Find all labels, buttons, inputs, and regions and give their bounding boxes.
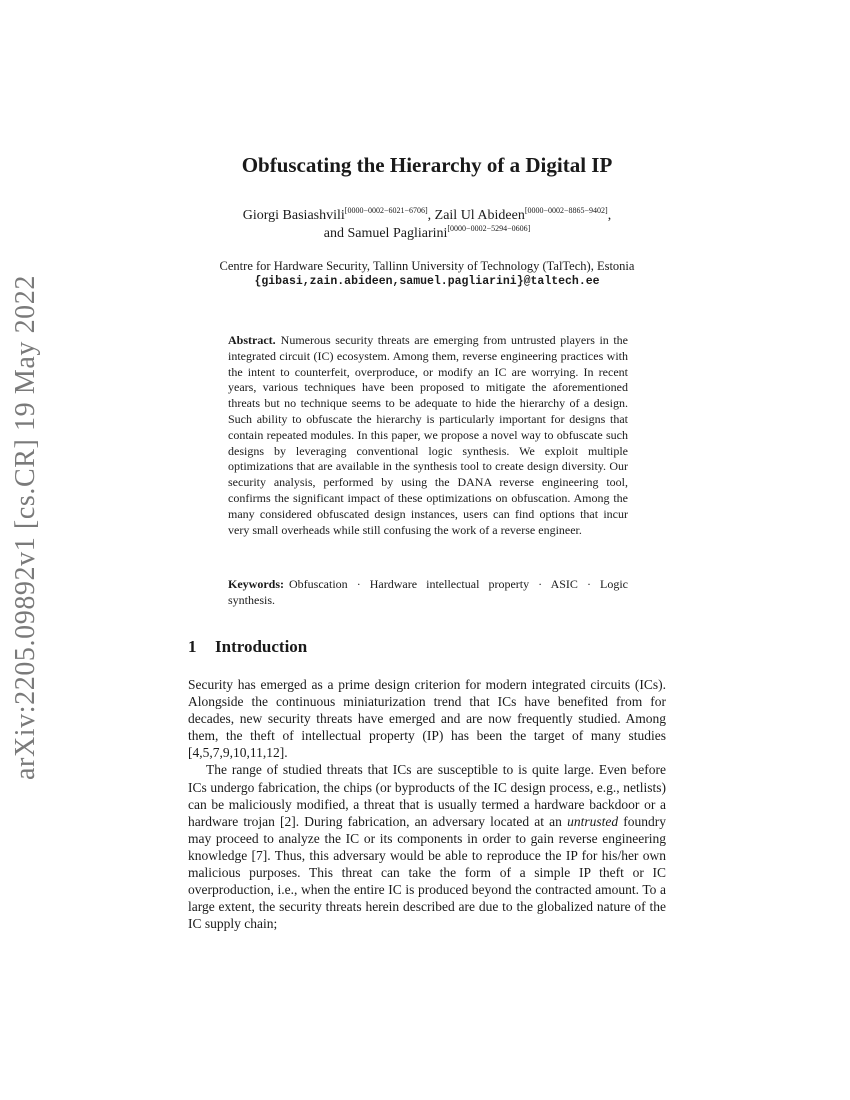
abstract-text: Numerous security threats are emerging from untrusted players in the integrated circuit (IC) ecosystem. Among them, reverse engineering practices with the intent to counterfeit, overproduce, or modify an IC are worrying. In recent years, various techniques have been proposed to mitigate the aforementioned threats but no technique seems to be adequate to hide the hierarchy of a design. Such ability to obfuscate the hierarchy is particularly important for designs that contain repeated modules. In this paper, we propose a novel way to obfuscate such designs by leveraging conventional logic synthesis. We exploit multiple optimizations that are available in the synthesis tool to create design diversity. Our security analysis, performed by using the DANA reverse engineering tool, confirms the significant impact of these optimizations on obfuscation. Among the many considered obfuscated design instances, users can find options that incur very small overheads while still confusing the work of a reverse engineer. bbox=[228, 333, 628, 537]
section-number: 1 bbox=[188, 637, 197, 656]
author-name: Giorgi Basiashvili bbox=[242, 208, 345, 223]
keywords bbox=[228, 577, 628, 609]
paper-title: Obfuscating the Hierarchy of a Digital IP bbox=[241, 153, 613, 177]
author-list: Giorgi Basiashvili[0000−0002−6021−6706], Zail Ul Abideen[0000−0002−8865−9402], and Samuel Pagliarini[0000−0002−5294−0606] bbox=[242, 206, 612, 241]
author-emails: {gibasi,zain.abideen,samuel.pagliarini}@taltech.ee bbox=[254, 275, 600, 288]
institution-name: Centre for Hardware Security, Tallinn University of Technology (TalTech), Estonia bbox=[219, 259, 635, 273]
emphasized-term: untrusted bbox=[567, 813, 619, 829]
abstract bbox=[228, 333, 628, 538]
abstract-label: Abstract. bbox=[228, 333, 276, 347]
section-body bbox=[188, 676, 666, 932]
keywords-label: Keywords: bbox=[228, 577, 284, 591]
keywords-text: Obfuscation · Hardware intellectual property · ASIC · Logic synthesis. bbox=[228, 577, 628, 607]
affiliation-block bbox=[188, 258, 666, 290]
orcid-id: [0000−0002−8865−9402] bbox=[524, 206, 608, 215]
body-paragraph: Security has emerged as a prime design criterion for modern integrated circuits (ICs). Alongside the continuous miniaturization trend that ICs have benefited from for decades, new security threats have emerged and are now frequently studied. Among them, the theft of intellectual property (IP) has been the target of many studies [4,5,7,9,10,11,12]. bbox=[188, 677, 666, 761]
orcid-id: [0000−0002−5294−0606] bbox=[447, 224, 531, 233]
arxiv-identifier-stamp: arXiv:2205.09892v1 [cs.CR] 19 May 2022 bbox=[10, 275, 41, 780]
orcid-id: [0000−0002−6021−6706] bbox=[344, 206, 428, 215]
author-name: Samuel Pagliarini bbox=[347, 226, 448, 241]
section-heading bbox=[188, 637, 307, 657]
body-paragraph: The range of studied threats that ICs are susceptible to is quite large. Even before ICs undergo fabrication, the chips (or byproducts of the IC design process, e.g., netlists) can be maliciously modified, a threat that is usually termed a hardware backdoor or a hardware trojan [2]. During fabrication, an adversary located at an untrusted foundry may proceed to analyze the IC or its components in order to gain reverse engineering knowledge [7]. Thus, this adversary would be able to reproduce the IP for his/her own malicious purposes. This threat can take the form of a simple IP theft or IC overproduction, i.e., when the entire IC is produced beyond the contracted amount. To a large extent, the security threats herein described are due to the globalized nature of the IC supply chain; bbox=[188, 762, 666, 932]
author-name: Zail Ul Abideen bbox=[434, 208, 525, 223]
section-title: Introduction bbox=[215, 637, 308, 656]
